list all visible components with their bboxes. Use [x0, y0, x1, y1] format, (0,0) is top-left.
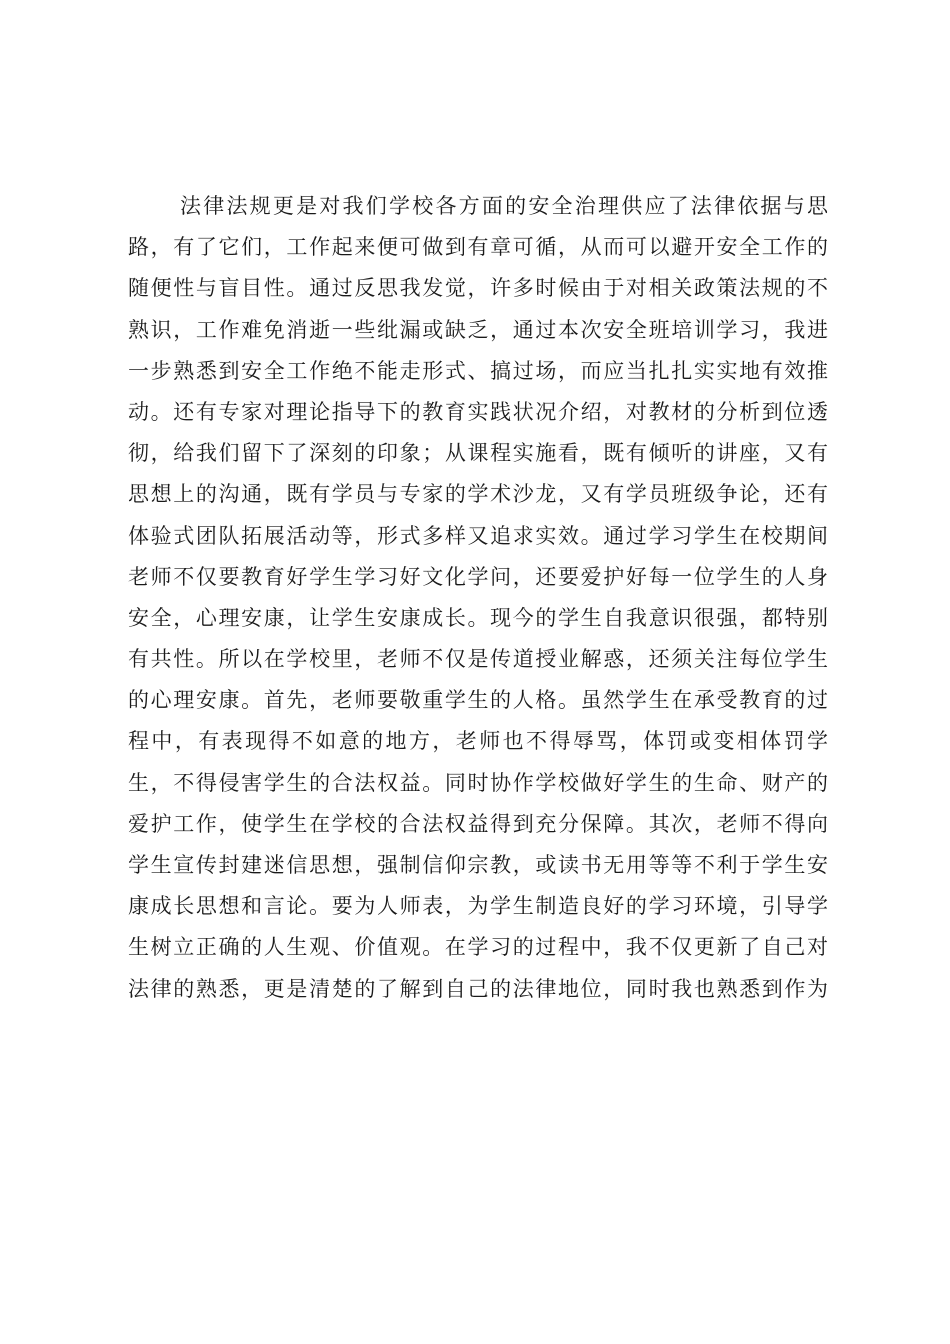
text-line: 体验式团队拓展活动等，形式多样又追求实效。通过学习学生在校期间: [128, 523, 828, 548]
text-line: 程中，有表现得不如意的地方，老师也不得辱骂，体罚或变相体罚学: [128, 729, 828, 754]
text-line: 动。还有专家对理论指导下的教育实践状况介绍，对教材的分析到位透: [128, 399, 828, 424]
text-line: 路，有了它们，工作起来便可做到有章可循，从而可以避开安全工作的: [128, 235, 828, 260]
text-line: 生，不得侵害学生的合法权益。同时协作学校做好学生的生命、财产的: [128, 770, 828, 795]
body-paragraph: [128, 186, 828, 1010]
text-line: 生树立正确的人生观、价值观。在学习的过程中，我不仅更新了自己对: [128, 935, 828, 960]
text-line: 熟识，工作难免消逝一些纰漏或缺乏，通过本次安全班培训学习，我进: [128, 317, 828, 342]
text-line: 康成长思想和言论。要为人师表，为学生制造良好的学习环境，引导学: [128, 894, 828, 919]
text-line: 思想上的沟通，既有学员与专家的学术沙龙，又有学员班级争论，还有: [128, 482, 828, 507]
text-line: 法律法规更是对我们学校各方面的安全治理供应了法律依据与思: [180, 194, 828, 218]
text-line: 法律的熟悉，更是清楚的了解到自己的法律地位，同时我也熟悉到作为: [128, 976, 828, 1001]
text-line: 老师不仅要教育好学生学习好文化学问，还要爱护好每一位学生的人身: [128, 564, 828, 589]
text-line: 随便性与盲目性。通过反思我发觉，许多时候由于对相关政策法规的不: [128, 276, 828, 301]
text-line: 安全，心理安康，让学生安康成长。现今的学生自我意识很强，都特别: [128, 605, 828, 630]
text-line: 有共性。所以在学校里，老师不仅是传道授业解惑，还须关注每位学生: [128, 647, 828, 672]
text-line: 一步熟悉到安全工作绝不能走形式、搞过场，而应当扎扎实实地有效推: [128, 358, 828, 383]
text-line: 的心理安康。首先，老师要敬重学生的人格。虽然学生在承受教育的过: [128, 688, 828, 713]
text-line: 学生宣传封建迷信思想，强制信仰宗教，或读书无用等等不利于学生安: [128, 853, 828, 877]
text-line: 爱护工作，使学生在学校的合法权益得到充分保障。其次，老师不得向: [128, 811, 828, 836]
text-line: 彻，给我们留下了深刻的印象；从课程实施看，既有倾听的讲座，又有: [128, 441, 828, 466]
